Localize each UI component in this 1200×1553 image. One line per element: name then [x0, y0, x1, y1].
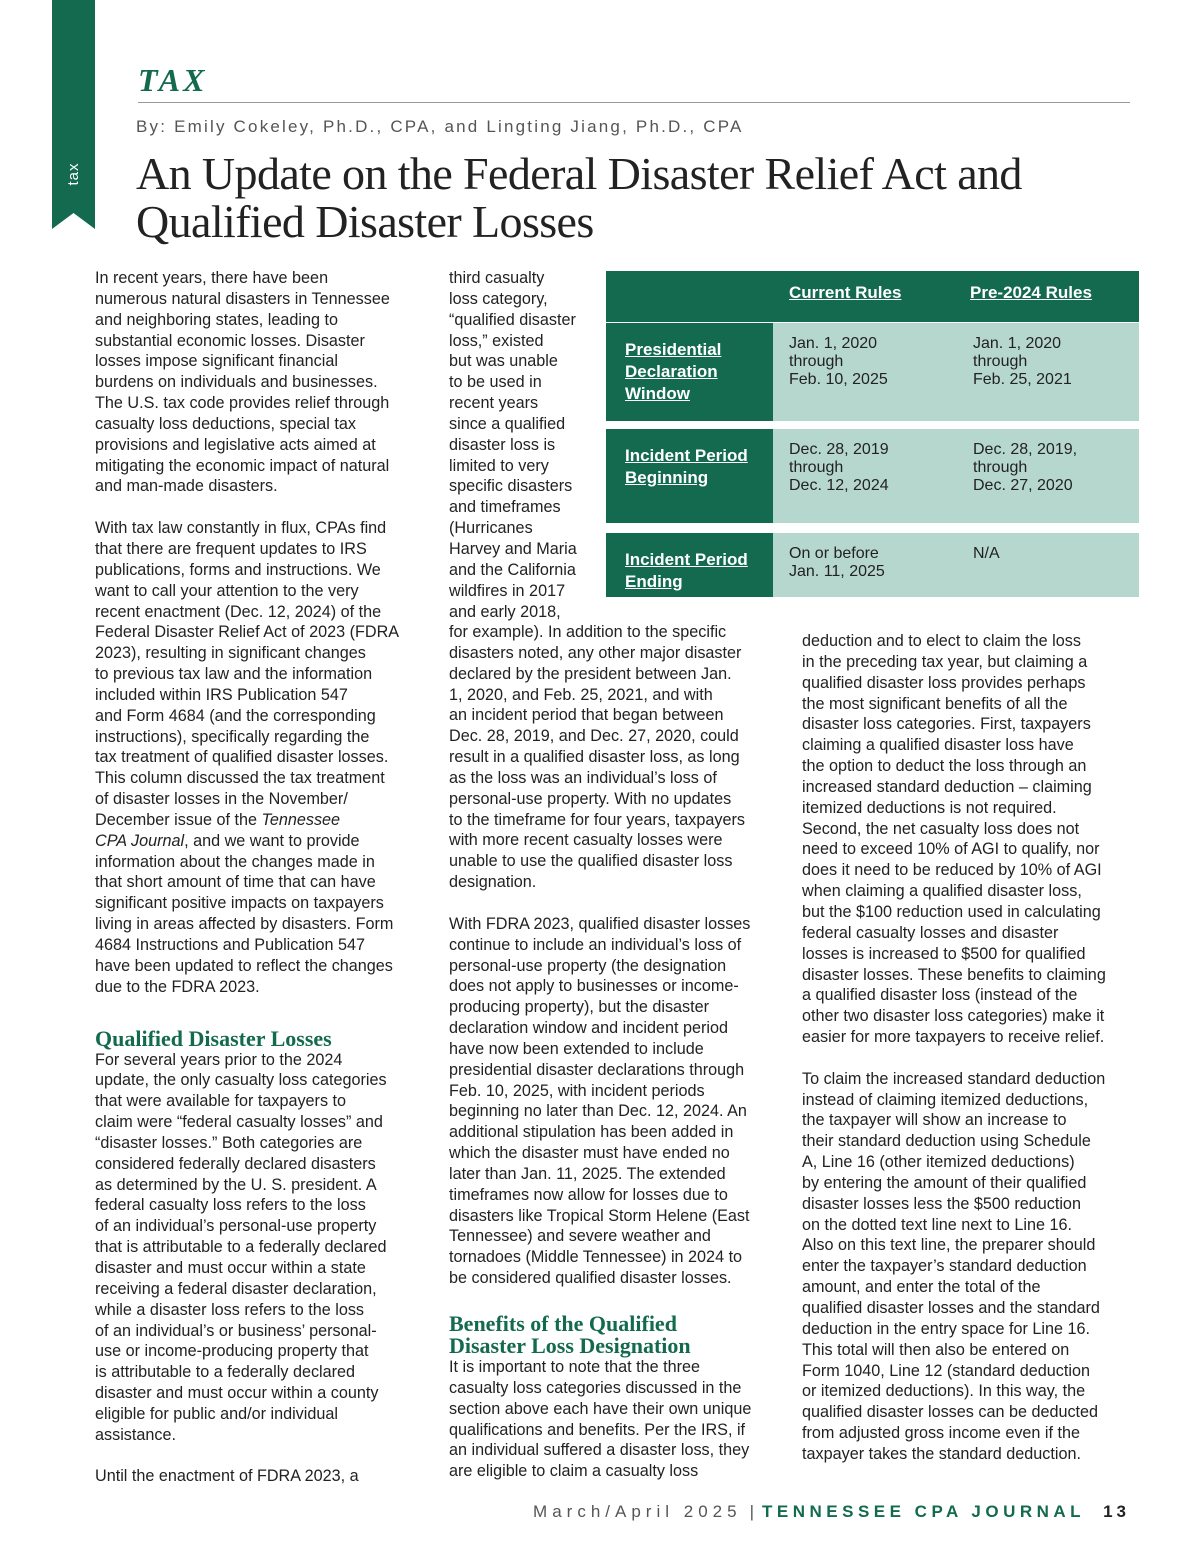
column-2-narrow — [449, 268, 599, 622]
cell-current: Dec. 28, 2019 through Dec. 12, 2024 — [789, 441, 889, 494]
section-tag: TAX — [138, 62, 208, 98]
column-2 — [449, 622, 779, 1482]
paragraph: To claim the increased standard deduction instead of claiming itemized deductions, the taxpayer will show an increase to their standard deduction using Schedule A, Line 16 (other itemized deductions) by entering the amount of their qualified disaster losses less the $500 reduction on the dotted text line next to Line 16. Also on this text line, the preparer should enter the taxpayer’s standard deduction amount, and enter the total of the qualified disaster losses and the standard deduction in the entry space for Line 16. This total will then also be entered on Form 1040, Line 12 (standard deduction or itemized deductions). In this way, the qualified disaster losses can be deducted from adjusted gross income even if the taxpayer takes the standard deduction. — [802, 1069, 1106, 1463]
paragraph: It is important to note that the three casualty loss categories discussed in the section above each have their own unique qualifications and benefits. Per the IRS, if an individual suffered a disaster loss, they are eligible to claim a casualty loss — [449, 1358, 752, 1481]
section-heading: Qualified Disaster Losses — [95, 1025, 332, 1051]
header-pre-2024-rules: Pre-2024 Rules — [970, 283, 1092, 302]
row-label: Incident Period Ending — [606, 533, 773, 597]
paragraph: deduction and to elect to claim the loss in the preceding tax year, but claiming a qualified disaster loss provides perhaps the most significant benefits of all the disaster loss categories. First, taxpayers claiming a qualified disaster loss have the option to deduct the loss through an increased standard deduction – claiming itemized deductions is not required. Second, the net casualty loss does not need to exceed 10% of AGI to qualify, nor does it need to be reduced by 10% of AGI when claiming a qualified disaster loss, but the $100 reduction used in calculating federal casualty losses and disaster losses is increased to $500 for qualified disaster losses. These benefits to claiming a qualified disaster loss (instead of the other two disaster loss categories) make it easier for more taxpayers to receive relief. — [802, 632, 1106, 1047]
table-header-empty — [606, 271, 773, 322]
paragraph: In recent years, there have been numerous natural disasters in Tennessee and neighboring states, leading to substantial economic losses. Disaster losses impose significant financial burdens on individuals and businesses. The U.S. tax code provides relief through casualty loss deductions, special tax provisions and legislative acts aimed at mitigating the economic impact of natural and man-made disasters. — [95, 269, 390, 496]
header-rule — [138, 102, 1130, 103]
footer-separator: | — [749, 1502, 754, 1521]
table-header-row — [606, 271, 1139, 322]
ribbon-label: tax — [65, 162, 82, 186]
cell-pre-2024: N/A — [973, 545, 1000, 562]
paragraph-text: , and we want to provide information about the changes made in that short amount of time that can have significant positive impacts on taxpayers living in areas affected by disasters. Form 4684 Instructions and Publication 547 have been updated to reflect the changes due to the FDRA 2023. — [95, 831, 394, 996]
paragraph: With FDRA 2023, qualified disaster losses continue to include an individual’s loss of personal-use property (the designation does not apply to businesses or income- producing property), but the disaster declaration window and incident period have now been extended to include presidential disaster declarations through Feb. 10, 2025, with incident periods beginning no later than Dec. 12, 2024. An additional stipulation has been added in which the disaster must have ended no later than Jan. 11, 2025. The extended timeframes now allow for losses due to disasters like Tropical Storm Helene (East Tennessee) and severe weather and tornadoes (Middle Tennessee) in 2024 to be considered qualified disaster losses. — [449, 914, 751, 1288]
cell-pre-2024: Jan. 1, 2020 through Feb. 25, 2021 — [973, 335, 1072, 388]
section-heading: Benefits of the Qualified Disaster Loss Designation — [449, 1311, 691, 1358]
journal-name: TENNESSEE CPA JOURNAL — [761, 1502, 1086, 1521]
cell-current: Jan. 1, 2020 through Feb. 10, 2025 — [789, 335, 888, 388]
article-title: An Update on the Federal Disaster Relief Act and Qualified Disaster Losses — [136, 148, 1022, 247]
paragraph-text: With tax law constantly in flux, CPAs find that there are frequent updates to IRS publications, forms and instructions. We want to call your attention to the very recent enactment (Dec. 12, 2024) of the Federal Disaster Relief Act of 2023 (FDRA 2023), resulting in significant changes to previous tax law and the information included within IRS Publication 547 and Form 4684 (and the corresponding instructions), specifically regarding the tax treatment of qualified disaster losses. This column discussed the tax treatment of disaster losses in the November/ December issue of the — [95, 519, 400, 829]
byline: By: Emily Cokeley, Ph.D., CPA, and Lingting Jiang, Ph.D., CPA — [136, 117, 744, 136]
paragraph: third casualty loss category, “qualified disaster loss,” existed but was unable to be used in recent years since a qualified disaster loss is limited to very specific disasters and timeframes (Hurricanes Harvey and Maria and the California wildfires in 2017 and early 2018, — [449, 269, 577, 621]
paragraph: for example). In addition to the specific disasters noted, any other major disaster declared by the president between Jan. 1, 2020, and Feb. 25, 2021, and with an incident period that began between Dec. 28, 2019, and Dec. 27, 2020, could result in a qualified disaster loss, as long as the loss was an individual’s loss of personal-use property. With no updates to the timeframe for four years, taxpayers with more recent casualty losses were unable to use the qualified disaster loss designation. — [449, 623, 745, 892]
cell-current: On or before Jan. 11, 2025 — [789, 545, 885, 580]
section-ribbon — [52, 0, 95, 229]
journal-name-italic: Tennessee CPA Journal — [95, 810, 341, 850]
cell-pre-2024: Dec. 28, 2019, through Dec. 27, 2020 — [973, 441, 1078, 494]
page-number: 13 — [1103, 1502, 1130, 1521]
column-1 — [95, 268, 430, 1487]
row-label: Incident Period Beginning — [606, 429, 773, 523]
rules-comparison-table — [606, 271, 1139, 597]
header-current-rules: Current Rules — [789, 283, 902, 302]
paragraph: For several years prior to the 2024 update, the only casualty loss categories that were available for taxpayers to claim were “federal casualty losses” and “disaster losses.” Both categories are considered federally declared disasters as determined by the U. S. president. A federal casualty loss refers to the loss of an individual’s personal-use property that is attributable to a federally declared disaster and must occur within a state receiving a federal disaster declaration, while a disaster loss refers to the loss of an individual’s or business’ personal- use or income-producing property that is attributable to a federally declared disaster and must occur within a county eligible for public and/or individual assistance. — [95, 1050, 387, 1444]
issue-date: March/April 2025 — [533, 1502, 742, 1521]
table-row — [606, 322, 1139, 421]
table-row — [606, 533, 1139, 597]
paragraph — [95, 518, 430, 997]
paragraph: Until the enactment of FDRA 2023, a — [95, 1467, 359, 1486]
page-footer — [533, 1502, 1130, 1522]
column-3 — [802, 631, 1137, 1465]
row-label: Presidential Declaration Window — [606, 323, 773, 421]
table-row — [606, 429, 1139, 523]
